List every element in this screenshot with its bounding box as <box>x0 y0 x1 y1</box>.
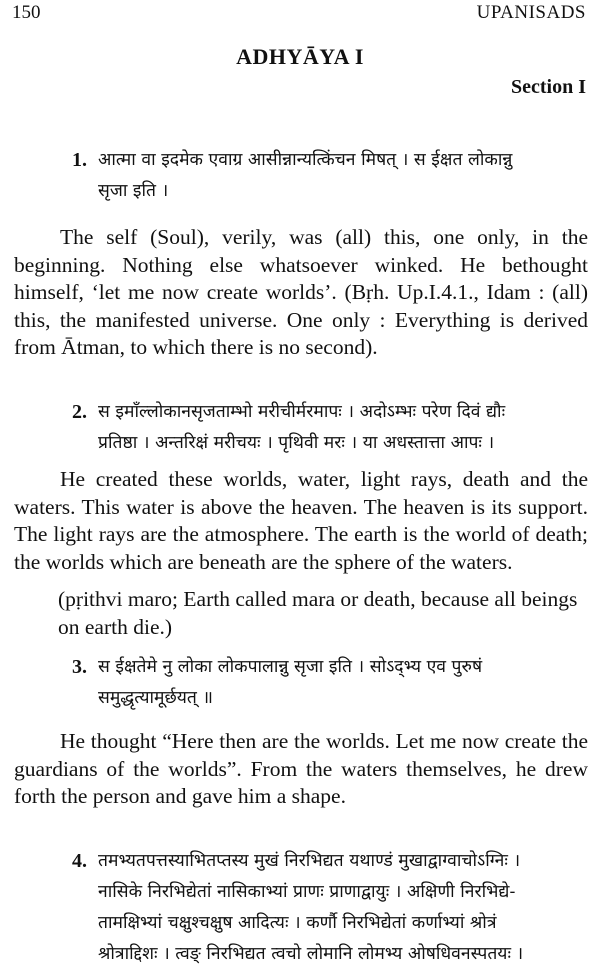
verse-line: तमभ्यतपत्तस्याभितप्तस्य मुखं निरभिद्यत यथाण्डं मुखाद्वाग्वाचोऽग्निः । <box>98 851 521 871</box>
chapter-title: ADHYĀYA I <box>236 44 364 69</box>
verse-number: 3. <box>72 656 87 678</box>
verse-line: समुद्धृत्यामूर्छयत् ॥ <box>98 688 213 708</box>
running-title: UPANISADS <box>476 2 586 23</box>
verse-line: श्रोत्राद्दिशः । त्वङ् निरभिद्यत त्वचो लोमानि लोमभ्य ओषधिवनस्पतयः । <box>98 944 524 964</box>
translation-3 <box>14 728 588 811</box>
verse-text <box>72 652 590 714</box>
section-title: Section I <box>511 76 586 98</box>
translation-paragraph: The self (Soul), verily, was (all) this, one only, in the beginning. Nothing else whatsoever winked. He bethought himself, ‘let me now create worlds’. (Bṛh. Up.I.4.1., Idam : (all) this, the manifested universe. One only : Everything is derived from Ātman, to which there is no second). <box>14 225 588 359</box>
verse-number: 2. <box>72 401 87 423</box>
verse-2 <box>72 397 590 459</box>
translation-note: (pṛithvi maro; Earth called mara or death, because all beings on earth die.) <box>58 587 578 639</box>
verse-line: सृजा इति । <box>98 181 169 201</box>
verse-line: आत्मा वा इदमेक एवाग्र आसीन्नान्यत्किंचन मिषत् । स ईक्षत लोकान्नु <box>98 150 513 170</box>
verse-4 <box>72 846 590 970</box>
verse-line: प्रतिष्ठा । अन्तरिक्षं मरीचयः । पृथिवी मरः । या अधस्तात्ता आपः । <box>98 433 495 453</box>
page-header <box>12 2 586 28</box>
verse-line: स ईक्षतेमे नु लोका लोकपालान्नु सृजा इति । सोऽद्भ्य एव पुरुषं <box>98 657 483 677</box>
translation-1 <box>14 224 588 362</box>
verse-line: नासिके निरभिद्येतां नासिकाभ्यां प्राणः प्राणाद्वायुः । अक्षिणी निरभिद्ये- <box>98 882 516 902</box>
verse-line: स इमाँल्लोकानसृजताम्भो मरीचीर्मरमापः । अदोऽम्भः परेण दिवं द्यौः <box>98 402 506 422</box>
verse-number: 1. <box>72 149 87 171</box>
verse-3 <box>72 652 590 714</box>
verse-line: तामक्षिभ्यां चक्षुश्चक्षुष आदित्यः । कर्णौ निरभिद्येतां कर्णाभ्यां श्रोत्रं <box>98 913 497 933</box>
verse-text <box>72 397 590 459</box>
translation-2 <box>14 466 588 576</box>
page-number: 150 <box>12 2 41 23</box>
verse-number: 4. <box>72 850 87 872</box>
verse-text <box>72 846 590 970</box>
verse-1 <box>72 145 590 207</box>
translation-paragraph: He created these worlds, water, light rays, death and the waters. This water is above the heaven. The heaven is its support. The light rays are the atmosphere. The earth is the world of death; the worlds which are beneath are the sphere of the waters. <box>14 467 588 574</box>
verse-text <box>72 145 590 207</box>
translation-paragraph: He thought “Here then are the worlds. Let me now create the guardians of the worlds”. From the waters themselves, he drew forth the person and gave him a shape. <box>14 729 588 808</box>
